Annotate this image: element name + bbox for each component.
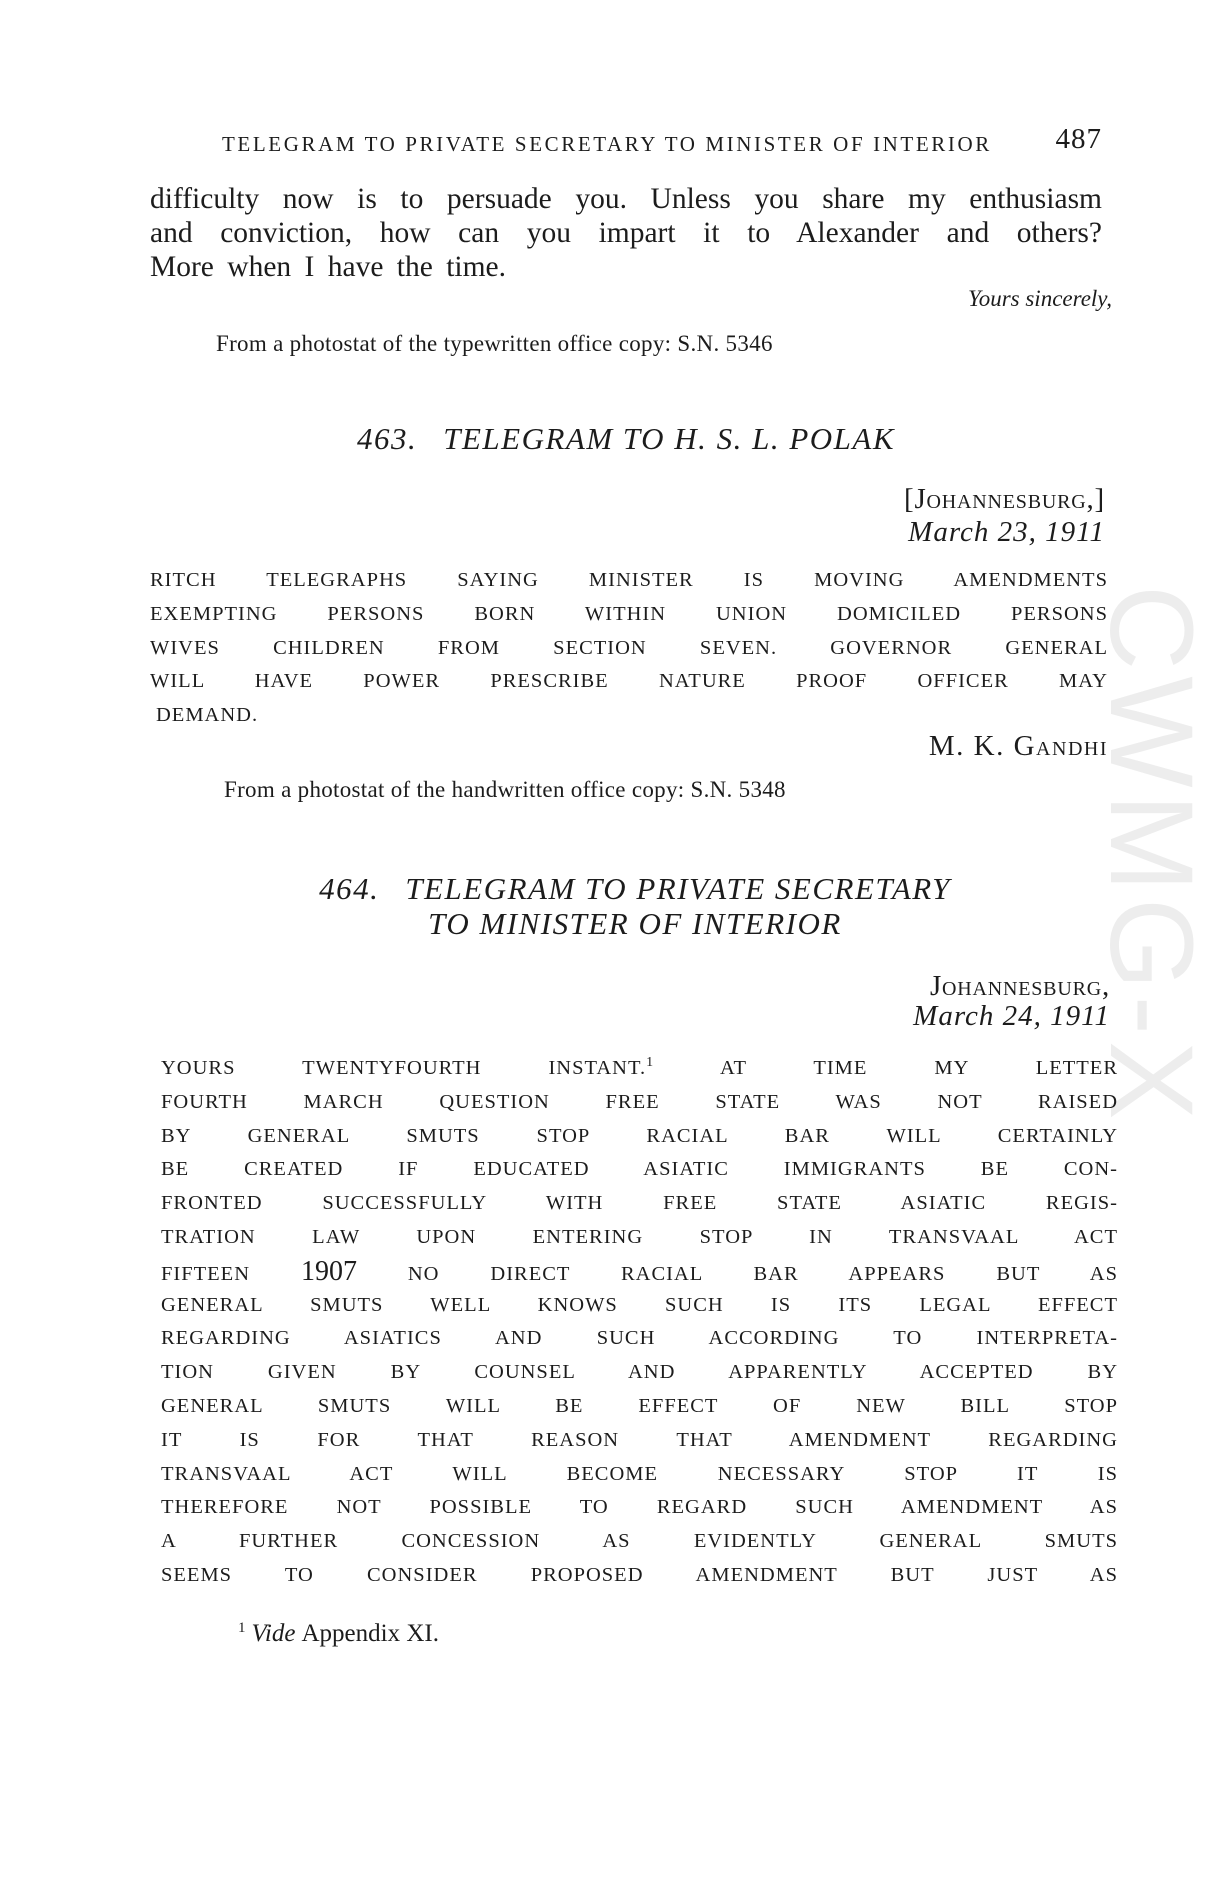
telegram-text <box>150 564 1108 733</box>
telegram-line: FOURTH MARCH QUESTION FREE STATE WAS NOT RAISED <box>161 1090 1118 1113</box>
telegram-line: TRATION LAW UPON ENTERING STOP IN TRANSVAAL ACT <box>161 1225 1118 1248</box>
document-heading <box>150 421 1102 456</box>
source-note: From a photostat of the handwritten office copy: S.N. 5348 <box>224 777 786 802</box>
footnote <box>238 1620 439 1648</box>
telegram-line: GENERAL SMUTS WELL KNOWS SUCH IS ITS LEGAL EFFECT <box>161 1293 1118 1316</box>
telegram-line: WILL HAVE POWER PRESCRIBE NATURE PROOF OFFICER MAY <box>150 670 1108 693</box>
date-line: March 24, 1911 <box>913 1000 1110 1032</box>
document-number: 463. <box>356 421 418 456</box>
running-head-title: TELEGRAM TO PRIVATE SECRETARY TO MINISTER OF INTERIOR <box>222 132 992 156</box>
year-figure: 1907 <box>300 1255 357 1287</box>
document-title-line: TO MINISTER OF INTERIOR <box>428 906 842 941</box>
source-note: From a photostat of the typewritten office copy: S.N. 5346 <box>216 331 773 356</box>
telegram-line: GENERAL SMUTS WILL BE EFFECT OF NEW BILL STOP <box>161 1394 1118 1417</box>
telegram-line <box>161 1255 1118 1289</box>
place-line: [Johannesburg,] <box>904 483 1105 515</box>
page-number: 487 <box>1055 123 1102 155</box>
footnote-vide: Vide <box>251 1620 296 1647</box>
running-head <box>222 123 1102 157</box>
telegram-fragment: FIFTEEN <box>161 1262 301 1285</box>
telegram-line: RITCH TELEGRAPHS SAYING MINISTER IS MOVING AMENDMENTS <box>150 569 1108 591</box>
watermark: CWMG-X <box>1085 585 1217 1126</box>
document-number: 464. <box>319 871 380 906</box>
closing: Yours sincerely, <box>968 286 1112 311</box>
footnote-text: Appendix XI. <box>301 1620 439 1647</box>
telegram-line: WIVES CHILDREN FROM SECTION SEVEN. GOVERNOR GENERAL <box>150 636 1108 659</box>
signature: M. K. Gandhi <box>928 730 1108 762</box>
telegram-line: THEREFORE NOT POSSIBLE TO REGARD SUCH AMENDMENT AS <box>161 1496 1118 1519</box>
footnote-number: 1 <box>238 1620 246 1636</box>
telegram-line: FRONTED SUCCESSFULLY WITH FREE STATE ASIATIC REGIS- <box>161 1192 1118 1215</box>
paragraph-line: and conviction, how can you impart it to Alexander and others? <box>150 217 1102 249</box>
telegram-line: BE CREATED IF EDUCATED ASIATIC IMMIGRANTS BE CON- <box>161 1158 1118 1181</box>
paragraph-line: difficulty now is to persuade you. Unless you share my enthusiasm <box>150 183 1102 215</box>
continuation-paragraph <box>150 182 1102 284</box>
paragraph-line: More when I have the time. <box>150 251 507 283</box>
telegram-fragment: YOURS TWENTYFOURTH INSTANT. <box>161 1057 647 1079</box>
place-line: Johannesburg, <box>929 970 1110 1002</box>
telegram-line: BY GENERAL SMUTS STOP RACIAL BAR WILL CERTAINLY <box>161 1124 1118 1147</box>
telegram-line: SEEMS TO CONSIDER PROPOSED AMENDMENT BUT JUST AS <box>161 1563 1118 1586</box>
date-line: March 23, 1911 <box>908 516 1105 548</box>
telegram-line: DEMAND. <box>156 704 259 727</box>
footnote-marker: 1 <box>646 1055 655 1070</box>
telegram-line: REGARDING ASIATICS AND SUCH ACCORDING TO INTERPRETA- <box>161 1327 1118 1350</box>
telegram-line: EXEMPTING PERSONS BORN WITHIN UNION DOMICILED PERSONS <box>150 602 1108 625</box>
telegram-fragment: AT TIME MY LETTER <box>654 1057 1118 1079</box>
telegram-fragment: NO DIRECT RACIAL BAR APPEARS BUT AS <box>356 1262 1118 1285</box>
document-heading <box>250 871 1020 941</box>
telegram-line: IT IS FOR THAT REASON THAT AMENDMENT REGARDING <box>161 1428 1118 1451</box>
telegram-line: TION GIVEN BY COUNSEL AND APPARENTLY ACCEPTED BY <box>161 1361 1118 1384</box>
document-title: TELEGRAM TO H. S. L. POLAK <box>443 421 896 456</box>
telegram-line: TRANSVAAL ACT WILL BECOME NECESSARY STOP IT IS <box>161 1462 1118 1485</box>
telegram-line <box>161 1052 1118 1086</box>
telegram-text <box>161 1052 1118 1593</box>
document-title-line: TELEGRAM TO PRIVATE SECRETARY <box>405 871 951 906</box>
telegram-line: A FURTHER CONCESSION AS EVIDENTLY GENERAL SMUTS <box>161 1530 1118 1553</box>
